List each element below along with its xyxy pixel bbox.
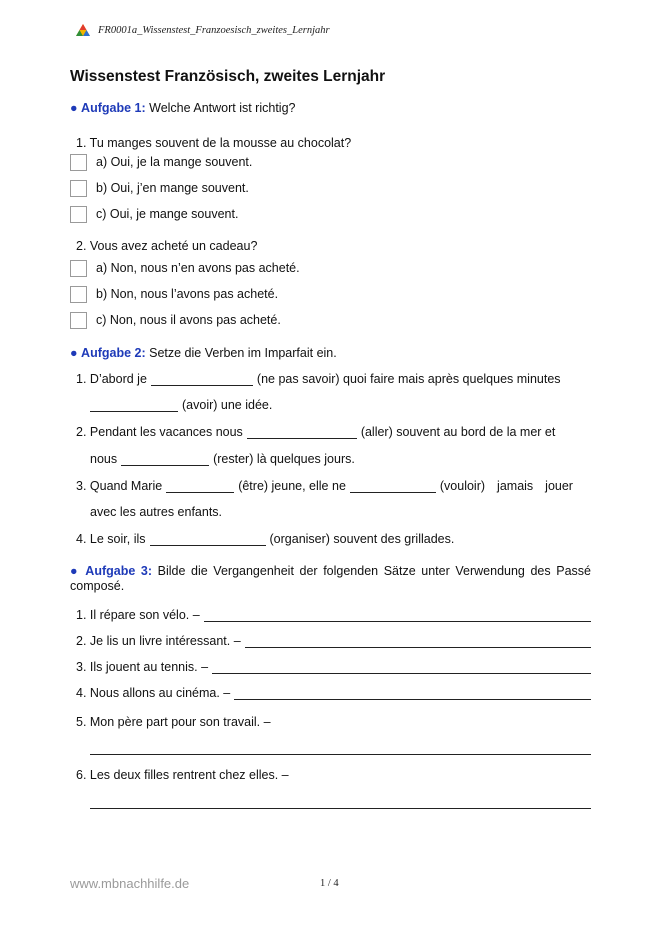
fill-blank[interactable]	[166, 480, 234, 493]
checkbox[interactable]	[70, 312, 87, 329]
task3-sentence-6: 6. Les deux filles rentrent chez elles. –	[76, 768, 289, 782]
task3-sentence-3	[76, 660, 591, 674]
task2-item-2	[76, 425, 591, 439]
answer-line[interactable]	[90, 754, 591, 755]
answer-line[interactable]	[234, 687, 591, 700]
answer-line[interactable]	[204, 609, 591, 622]
option-label: c) Oui, je mange souvent.	[96, 207, 239, 221]
item-text: Pendant les vacances nous	[89, 425, 243, 439]
fill-blank[interactable]	[350, 480, 436, 493]
task1-question-1: 1. Tu manges souvent de la mousse au chocolat?	[76, 136, 352, 150]
task1-q1-option-c[interactable]	[70, 204, 238, 224]
task1-heading	[70, 101, 295, 116]
footer-website: www.mbnachhilfe.de	[70, 876, 190, 891]
checkbox[interactable]	[70, 286, 87, 303]
page-number: 1 / 4	[320, 878, 339, 889]
document-header	[76, 22, 330, 38]
checkbox[interactable]	[70, 154, 87, 171]
verb-hint: (aller) souvent au bord de la mer et	[360, 425, 556, 439]
verb-hint: (ne pas savoir) quoi faire mais après quelques minutes	[256, 372, 561, 386]
page-title: Wissenstest Französisch, zweites Lernjahr	[70, 68, 386, 85]
sentence-text: 3. Ils jouent au tennis. –	[76, 660, 209, 674]
verb-hint: (organiser) souvent des grillades.	[269, 532, 455, 546]
task3-sentence-1	[76, 608, 591, 622]
option-label: b) Oui, j’en mange souvent.	[96, 181, 249, 195]
item-text: Quand Marie	[89, 479, 163, 493]
task2-item-1	[76, 372, 591, 386]
item-text: avec les autres enfants.	[90, 505, 223, 519]
task1-question-2: 2. Vous avez acheté un cadeau?	[76, 239, 258, 253]
document-code: FR0001a_Wissenstest_Franzoesisch_zweites_Lernjahr	[98, 24, 330, 36]
item-number: 4.	[76, 532, 87, 546]
fill-blank[interactable]	[247, 426, 357, 439]
task1-q2-option-c[interactable]	[70, 310, 281, 330]
checkbox[interactable]	[70, 180, 87, 197]
item-text: jouer	[545, 479, 573, 493]
task3-sentence-5: 5. Mon père part pour son travail. –	[76, 715, 271, 729]
bullet-icon: ●	[70, 346, 78, 360]
sentence-text: 2. Je lis un livre intéressant. –	[76, 634, 241, 648]
item-number: 1.	[76, 372, 87, 386]
task2-item-1-cont	[90, 398, 591, 412]
task1-q1-option-b[interactable]	[70, 178, 249, 198]
answer-line[interactable]	[245, 635, 591, 648]
item-text: jamais	[497, 479, 534, 493]
task2-item-2-cont	[90, 452, 591, 466]
answer-line[interactable]	[212, 661, 591, 674]
task3-sentence-2	[76, 634, 591, 648]
verb-hint: (avoir) une idée.	[182, 398, 273, 412]
item-number: 2.	[76, 425, 87, 439]
checkbox[interactable]	[70, 260, 87, 277]
task2-heading	[70, 346, 337, 361]
task3-sentence-4	[76, 686, 591, 700]
item-number: 3.	[76, 479, 87, 493]
verb-hint: (rester) là quelques jours.	[213, 452, 355, 466]
task1-q2-option-a[interactable]	[70, 258, 300, 278]
sentence-text: 4. Nous allons au cinéma. –	[76, 686, 231, 700]
task2-label: Aufgabe 2:	[81, 346, 146, 360]
colorful-triangle-logo-icon	[76, 24, 90, 36]
bullet-icon: ●	[70, 564, 80, 578]
task1-label: Aufgabe 1:	[81, 101, 146, 115]
answer-line[interactable]	[90, 808, 591, 809]
task2-item-3	[76, 479, 591, 493]
task2-item-3-cont	[90, 505, 591, 519]
fill-blank[interactable]	[121, 453, 209, 466]
fill-blank[interactable]	[90, 399, 178, 412]
task1-instruction: Welche Antwort ist richtig?	[149, 101, 296, 115]
option-label: a) Oui, je la mange souvent.	[96, 155, 253, 169]
fill-blank[interactable]	[151, 373, 253, 386]
fill-blank[interactable]	[150, 533, 266, 546]
task3-heading	[70, 564, 591, 594]
verb-hint: (vouloir)	[439, 479, 486, 493]
option-label: b) Non, nous l’avons pas acheté.	[96, 287, 279, 301]
item-text: D’abord je	[89, 372, 147, 386]
task2-item-4	[76, 532, 591, 546]
bullet-icon: ●	[70, 101, 78, 115]
checkbox[interactable]	[70, 206, 87, 223]
verb-hint: (être) jeune, elle ne	[238, 479, 346, 493]
task1-q1-option-a[interactable]	[70, 152, 252, 172]
task1-q2-option-b[interactable]	[70, 284, 278, 304]
task3-label: Aufgabe 3:	[85, 564, 153, 578]
task2-instruction: Setze die Verben im Imparfait ein.	[149, 346, 337, 360]
task3-instruction: Bilde die Vergangenheit der folgenden Sätze unter Verwendung des Passé composé.	[70, 564, 591, 593]
option-label: a) Non, nous n’en avons pas acheté.	[96, 261, 300, 275]
item-text: nous	[90, 452, 118, 466]
item-text: Le soir, ils	[89, 532, 146, 546]
option-label: c) Non, nous il avons pas acheté.	[96, 313, 281, 327]
sentence-text: 1. Il répare son vélo. –	[76, 608, 200, 622]
